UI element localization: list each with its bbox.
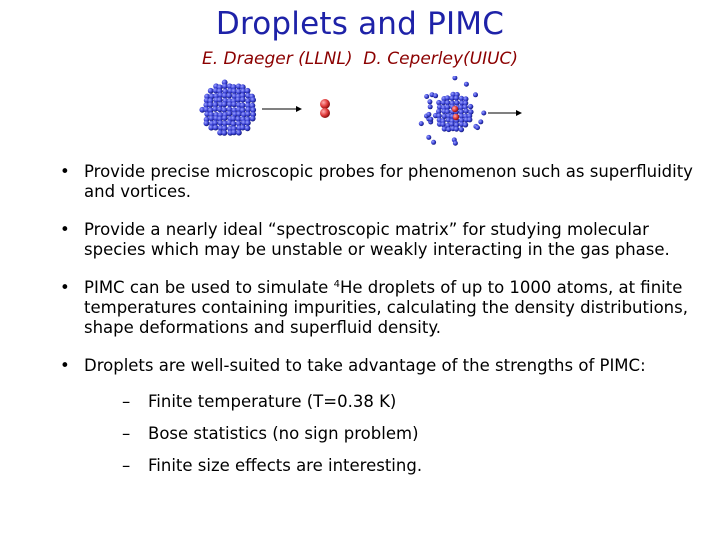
- subbullet-text: Bose statistics (no sign problem): [148, 424, 419, 443]
- bullet-list: [60, 162, 700, 494]
- subbullet-text: Finite temperature (T=0.38 K): [148, 392, 397, 411]
- impurity-molecule-icon: [320, 99, 330, 118]
- isotope-superscript: 4: [333, 279, 340, 290]
- arrow-head-1: [296, 106, 302, 112]
- doped-droplet-icon: [419, 76, 487, 146]
- helium-droplet-icon: [199, 80, 256, 136]
- subbullet-item: [84, 392, 700, 412]
- bullet-item: [60, 220, 700, 260]
- slide-subtitle: E. Draeger (LLNL) D. Ceperley(UIUC): [201, 49, 519, 69]
- bullet-marker: •: [60, 162, 70, 181]
- bullet-item: [60, 356, 700, 476]
- arrow-head-2: [516, 110, 522, 116]
- bullet-marker: •: [60, 278, 70, 297]
- bullet-text: Provide a nearly ideal “spectroscopic matrix” for studying molecular species which may be unstable or weakly interacting in the gas phase.: [84, 220, 670, 259]
- bullet-text-start: PIMC can be used to simulate: [84, 278, 334, 297]
- subbullet-marker: –: [122, 456, 131, 475]
- subbullet-marker: –: [122, 392, 131, 411]
- bullet-marker: •: [60, 220, 70, 239]
- subbullet-item: [84, 424, 700, 444]
- bullet-item: [60, 162, 700, 202]
- helium-droplet-impurity-icon: [196, 76, 536, 160]
- droplet-illustration-svg: [196, 76, 536, 156]
- bullet-marker: •: [60, 356, 70, 375]
- subbullet-marker: –: [122, 424, 131, 443]
- bullet-text: Provide precise microscopic probes for phenomenon such as superfluidity and vortices.: [84, 162, 693, 201]
- slide-title: Droplets and PIMC: [215, 6, 505, 42]
- subbullet-text: Finite size effects are interesting.: [148, 456, 423, 475]
- bullet-item: [60, 278, 700, 338]
- subbullet-item: [84, 456, 700, 476]
- bullet-text-end: He droplets of up to 1000 atoms, at finite temperatures containing impurities, calculating the density distributions, shape deformations and superfluid density.: [84, 278, 688, 337]
- bullet-text: Droplets are well-suited to take advantage of the strengths of PIMC:: [84, 356, 646, 375]
